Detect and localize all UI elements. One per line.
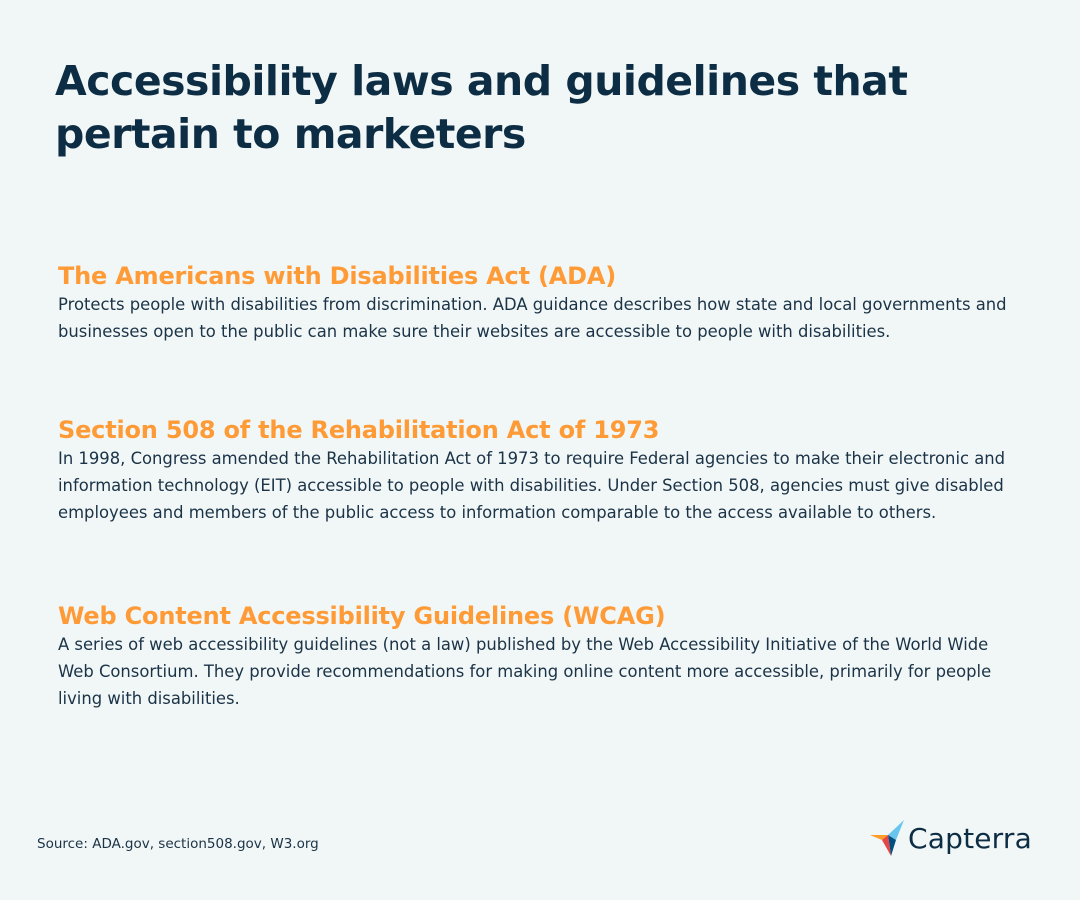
capterra-arrow-icon (870, 819, 906, 857)
capterra-logo (870, 818, 1032, 858)
source-note: Source: ADA.gov, section508.gov, W3.org (37, 836, 319, 852)
section-body: A series of web accessibility guidelines (not a law) published by the Web Accessibility Initiative of the World Wide Web Consortium. They provide recommendations for making online content more accessible, primarily for people living with disabilities. (58, 635, 992, 708)
section-508 (58, 415, 1018, 526)
section-ada (58, 261, 1018, 345)
page-title: Accessibility laws and guidelines that pertain to marketers (55, 57, 908, 158)
section-heading: Web Content Accessibility Guidelines (WCAG) (58, 602, 666, 630)
section-heading: The Americans with Disabilities Act (ADA) (58, 262, 617, 290)
section-heading: Section 508 of the Rehabilitation Act of 1973 (58, 416, 660, 444)
section-body: In 1998, Congress amended the Rehabilitation Act of 1973 to require Federal agencies to make their electronic and information technology (EIT) accessible to people with disabilities. Under Section 508, agencies must give disabled employees and members of the public access to information comparable to the access available to others. (58, 449, 1006, 522)
logo-text: Capterra (908, 821, 1032, 855)
section-body: Protects people with disabilities from discrimination. ADA guidance describes how state and local governments and businesses open to the public can make sure their websites are accessible to people with disabilities. (58, 295, 1007, 341)
section-wcag (58, 601, 1018, 712)
